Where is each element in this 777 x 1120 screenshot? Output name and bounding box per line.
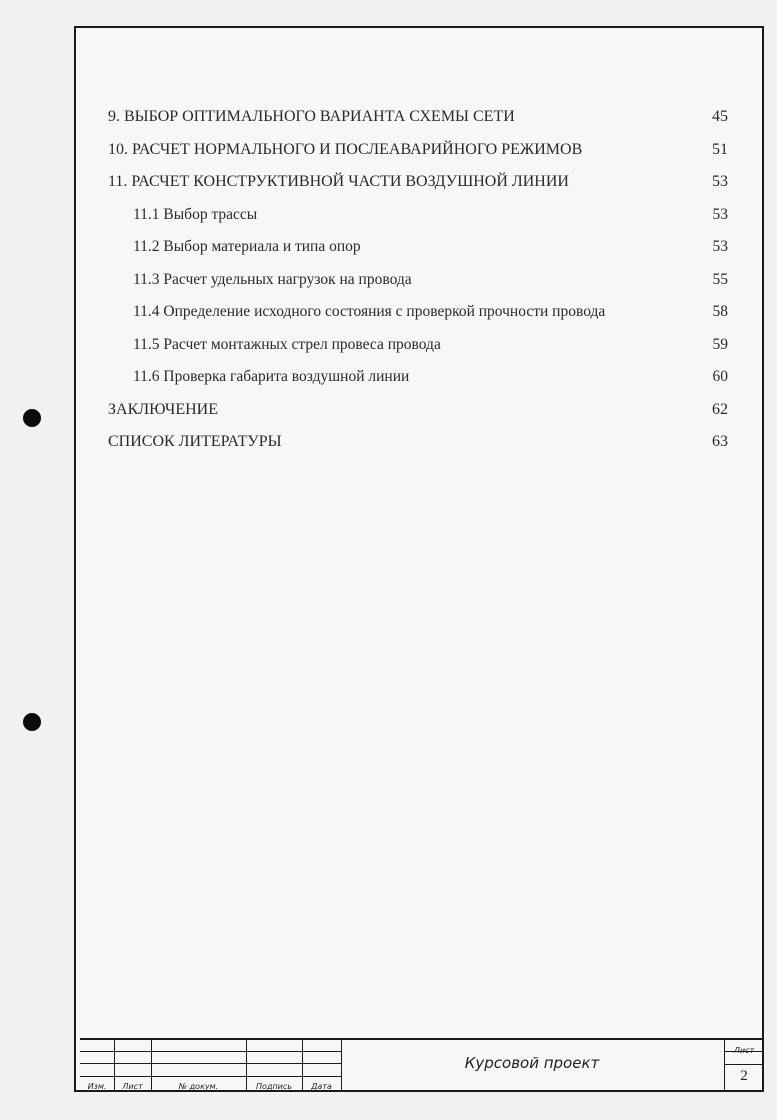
- col-change: Изм.: [87, 1082, 107, 1091]
- toc-entry-title: 11.4 Определение исходного состояния с проверкой прочности провода: [133, 303, 606, 320]
- toc-entry: [108, 429, 728, 462]
- toc-entry-page: 58: [712, 303, 728, 320]
- binder-hole-top: [23, 409, 41, 427]
- toc-entry-page: 60: [712, 368, 728, 385]
- toc-entry-title: 11.3 Расчет удельных нагрузок на провода: [133, 270, 412, 288]
- col-sheet: Лист: [122, 1082, 143, 1091]
- table-of-contents: [108, 104, 728, 462]
- toc-entry-page: 51: [712, 140, 728, 158]
- toc-entry-page: 55: [712, 270, 728, 288]
- toc-entry-page: 59: [712, 335, 728, 353]
- binder-hole-bottom: [23, 713, 41, 731]
- toc-entry-page: 53: [712, 205, 728, 223]
- col-signature: Подпись: [256, 1082, 292, 1091]
- sheet-label: Лист: [733, 1046, 755, 1055]
- toc-entry-page: 53: [712, 173, 728, 190]
- toc-entry: [108, 169, 728, 202]
- title-block-stamp: [80, 1038, 764, 1092]
- toc-entry-title: 11. РАСЧЕТ КОНСТРУКТИВНОЙ ЧАСТИ ВОЗДУШНОЙ ЛИНИИ: [108, 173, 569, 190]
- col-date: Дата: [311, 1082, 332, 1091]
- toc-entry: [108, 202, 728, 235]
- toc-entry: [108, 364, 728, 397]
- toc-entry: [108, 299, 728, 332]
- toc-entry-page: 63: [712, 433, 728, 450]
- toc-entry-page: 62: [712, 400, 728, 418]
- sheet-number: 2: [740, 1068, 748, 1084]
- toc-entry: [108, 332, 728, 365]
- toc-entry-page: 45: [712, 108, 728, 125]
- col-document-number: № докум.: [178, 1082, 219, 1091]
- toc-entry-title: 9. ВЫБОР ОПТИМАЛЬНОГО ВАРИАНТА СХЕМЫ СЕТИ: [108, 108, 515, 125]
- toc-entry-title: 11.2 Выбор материала и типа опор: [133, 238, 361, 255]
- toc-entry: [108, 397, 728, 430]
- document-title: Курсовой проект: [464, 1054, 600, 1072]
- toc-entry-title: 10. РАСЧЕТ НОРМАЛЬНОГО И ПОСЛЕАВАРИЙНОГО РЕЖИМОВ: [108, 140, 583, 158]
- toc-entry-title: ЗАКЛЮЧЕНИЕ: [108, 400, 218, 418]
- toc-entry-title: 11.1 Выбор трассы: [133, 205, 258, 223]
- toc-entry: [108, 104, 728, 137]
- toc-entry-page: 53: [712, 238, 728, 255]
- toc-entry: [108, 267, 728, 300]
- toc-entry-title: 11.6 Проверка габарита воздушной линии: [133, 368, 410, 385]
- toc-entry: [108, 137, 728, 170]
- toc-entry-title: СПИСОК ЛИТЕРАТУРЫ: [108, 433, 282, 450]
- toc-entry: [108, 234, 728, 267]
- toc-entry-title: 11.5 Расчет монтажных стрел провеса провода: [133, 335, 441, 353]
